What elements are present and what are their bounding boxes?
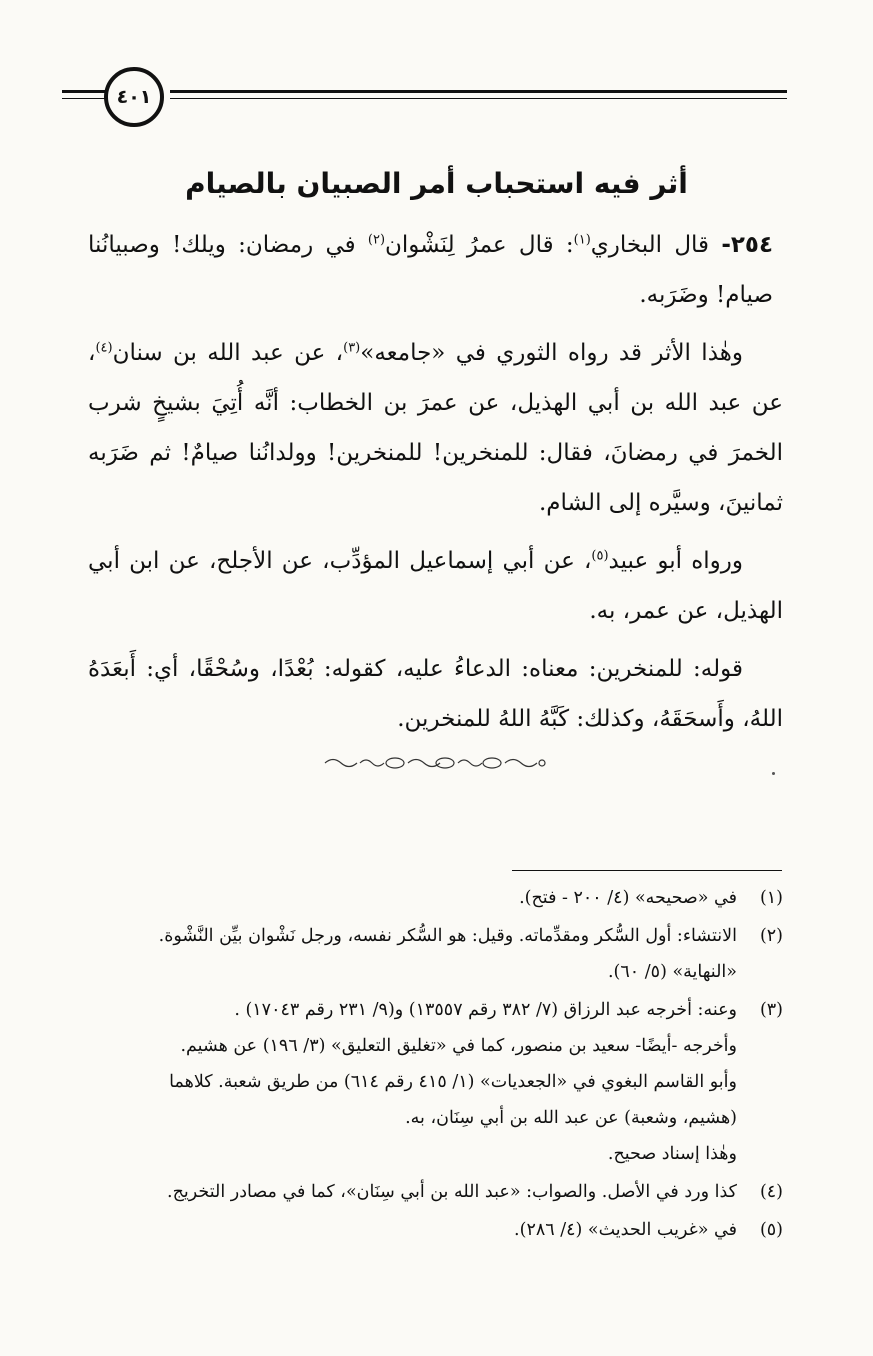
ornament-divider: [320, 752, 550, 774]
footnote-number: (٣): [759, 1000, 783, 1020]
footnote-text: [84, 918, 737, 990]
paragraph-text: في رمضان: ويلك! وصبيانُنا صيام! وضَرَبه.: [88, 232, 773, 308]
main-text: [88, 220, 783, 752]
footnote-ref-3[interactable]: (٣): [343, 340, 361, 356]
footnote-ref-1[interactable]: (١): [573, 232, 591, 248]
footnote-ref-4[interactable]: (٤): [95, 340, 113, 356]
paragraph-text: وهٰذا الأثر قد رواه الثوري في «جامعه»: [360, 340, 744, 366]
header-rule-left: [62, 90, 106, 99]
ornament-icon: [320, 752, 550, 774]
paragraph-text: ورواه أبو عبيد: [608, 548, 743, 574]
footnote-line: (هشيم، وشعبة) عن عبد الله بن أبي سِنَان، به.: [405, 1108, 737, 1128]
footnote-ref-2[interactable]: (٢): [367, 232, 386, 248]
footnote-line: «النهاية» (٥/ ٦٠).: [607, 962, 737, 982]
paragraph-text: قال البخاري: [590, 232, 722, 258]
footnote-text: [84, 1212, 737, 1248]
paragraph-text: : قال عمرُ لِنَشْوان: [385, 232, 574, 258]
footnote-ref-5[interactable]: (٥): [591, 548, 609, 564]
footnote-line: وأبو القاسم البغوي في «الجعديات» (١/ ٤١٥ رقم ٦١٤) من طريق شعبة. كلاهما: [169, 1072, 737, 1092]
paragraph-abu-ubayd: [88, 536, 783, 636]
footnote-line: وهٰذا إسناد صحيح.: [607, 1144, 737, 1164]
paragraph-thawri: [88, 328, 783, 528]
footnote-number: (٤): [759, 1182, 783, 1202]
footnote-separator: [512, 870, 782, 871]
paragraph-explanation: [88, 644, 783, 744]
item-number: ٢٥٤-: [721, 232, 773, 258]
footnote-number: (٥): [759, 1220, 783, 1240]
paragraph-text: قوله: للمنخرين: معناه: الدعاءُ عليه، كقوله: بُعْدًا، وسُحْقًا، أي: أَبعَدَهُ اللهُ، وأَسحَقَهُ، وكذلك: كَبَّهُ اللهُ للمنخرين.: [88, 656, 783, 732]
footnotes: [84, 880, 783, 1250]
footnote-5: [84, 1212, 783, 1248]
footnote-number: (١): [759, 888, 783, 908]
section-title: أثر فيه استحباب أمر الصبيان بالصيام: [185, 167, 688, 200]
footnote-line: الانتشاء: أول السُّكر ومقدِّماته. وقيل: هو السُّكر نفسه، ورجل نَشْوان بيِّن النَّشْوة.: [158, 926, 737, 946]
footnote-line: وأخرجه -أيضًا- سعيد بن منصور، كما في «تغليق التعليق» (٣/ ١٩٦) عن هشيم.: [180, 1036, 737, 1056]
paragraph-text: ، عن أبي إسماعيل المؤدِّب، عن الأجلح، عن ابن أبي الهذيل، عن عمر، به.: [88, 548, 783, 624]
footnote-line: وعنه: أخرجه عبد الرزاق (٧/ ٣٨٢ رقم ١٣٥٥٧) و(٩/ ٢٣١ رقم ١٧٠٤٣) .: [234, 1000, 737, 1020]
footnote-line: كذا ورد في الأصل. والصواب: «عبد الله بن أبي سِنَان»، كما في مصادر التخريج.: [167, 1182, 737, 1202]
paragraph-text: ، عن عبد الله بن أبي الهذيل، عن عمرَ بن الخطاب: أنَّه أُتِيَ بشيخٍ شرب الخمرَ في رمضانَ، فقال: للمنخرين! للمنخرين! وولدانُنا صيامٌ! ثم ضَرَبه ثمانينَ، وسيَّره إلى الشام.: [88, 340, 783, 516]
footnote-text: [84, 992, 737, 1172]
footnote-line: في «صحيحه» (٤/ ٢٠٠ - فتح).: [519, 888, 737, 908]
footnote-2: [84, 918, 783, 990]
footnote-text: [84, 880, 737, 916]
footnote-4: [84, 1174, 783, 1210]
paragraph-254: [88, 220, 783, 320]
page-number-badge: [104, 67, 164, 127]
footnote-text: [84, 1174, 737, 1210]
footnote-number: (٢): [759, 926, 783, 946]
footnote-3: [84, 992, 783, 1172]
speck: [772, 772, 775, 775]
page-number: ٤٠١: [116, 86, 152, 108]
header-rule-right: [170, 90, 787, 99]
footnote-1: [84, 880, 783, 916]
footnote-line: في «غريب الحديث» (٤/ ٢٨٦).: [514, 1220, 737, 1240]
paragraph-text: ، عن عبد الله بن سنان: [112, 340, 344, 366]
